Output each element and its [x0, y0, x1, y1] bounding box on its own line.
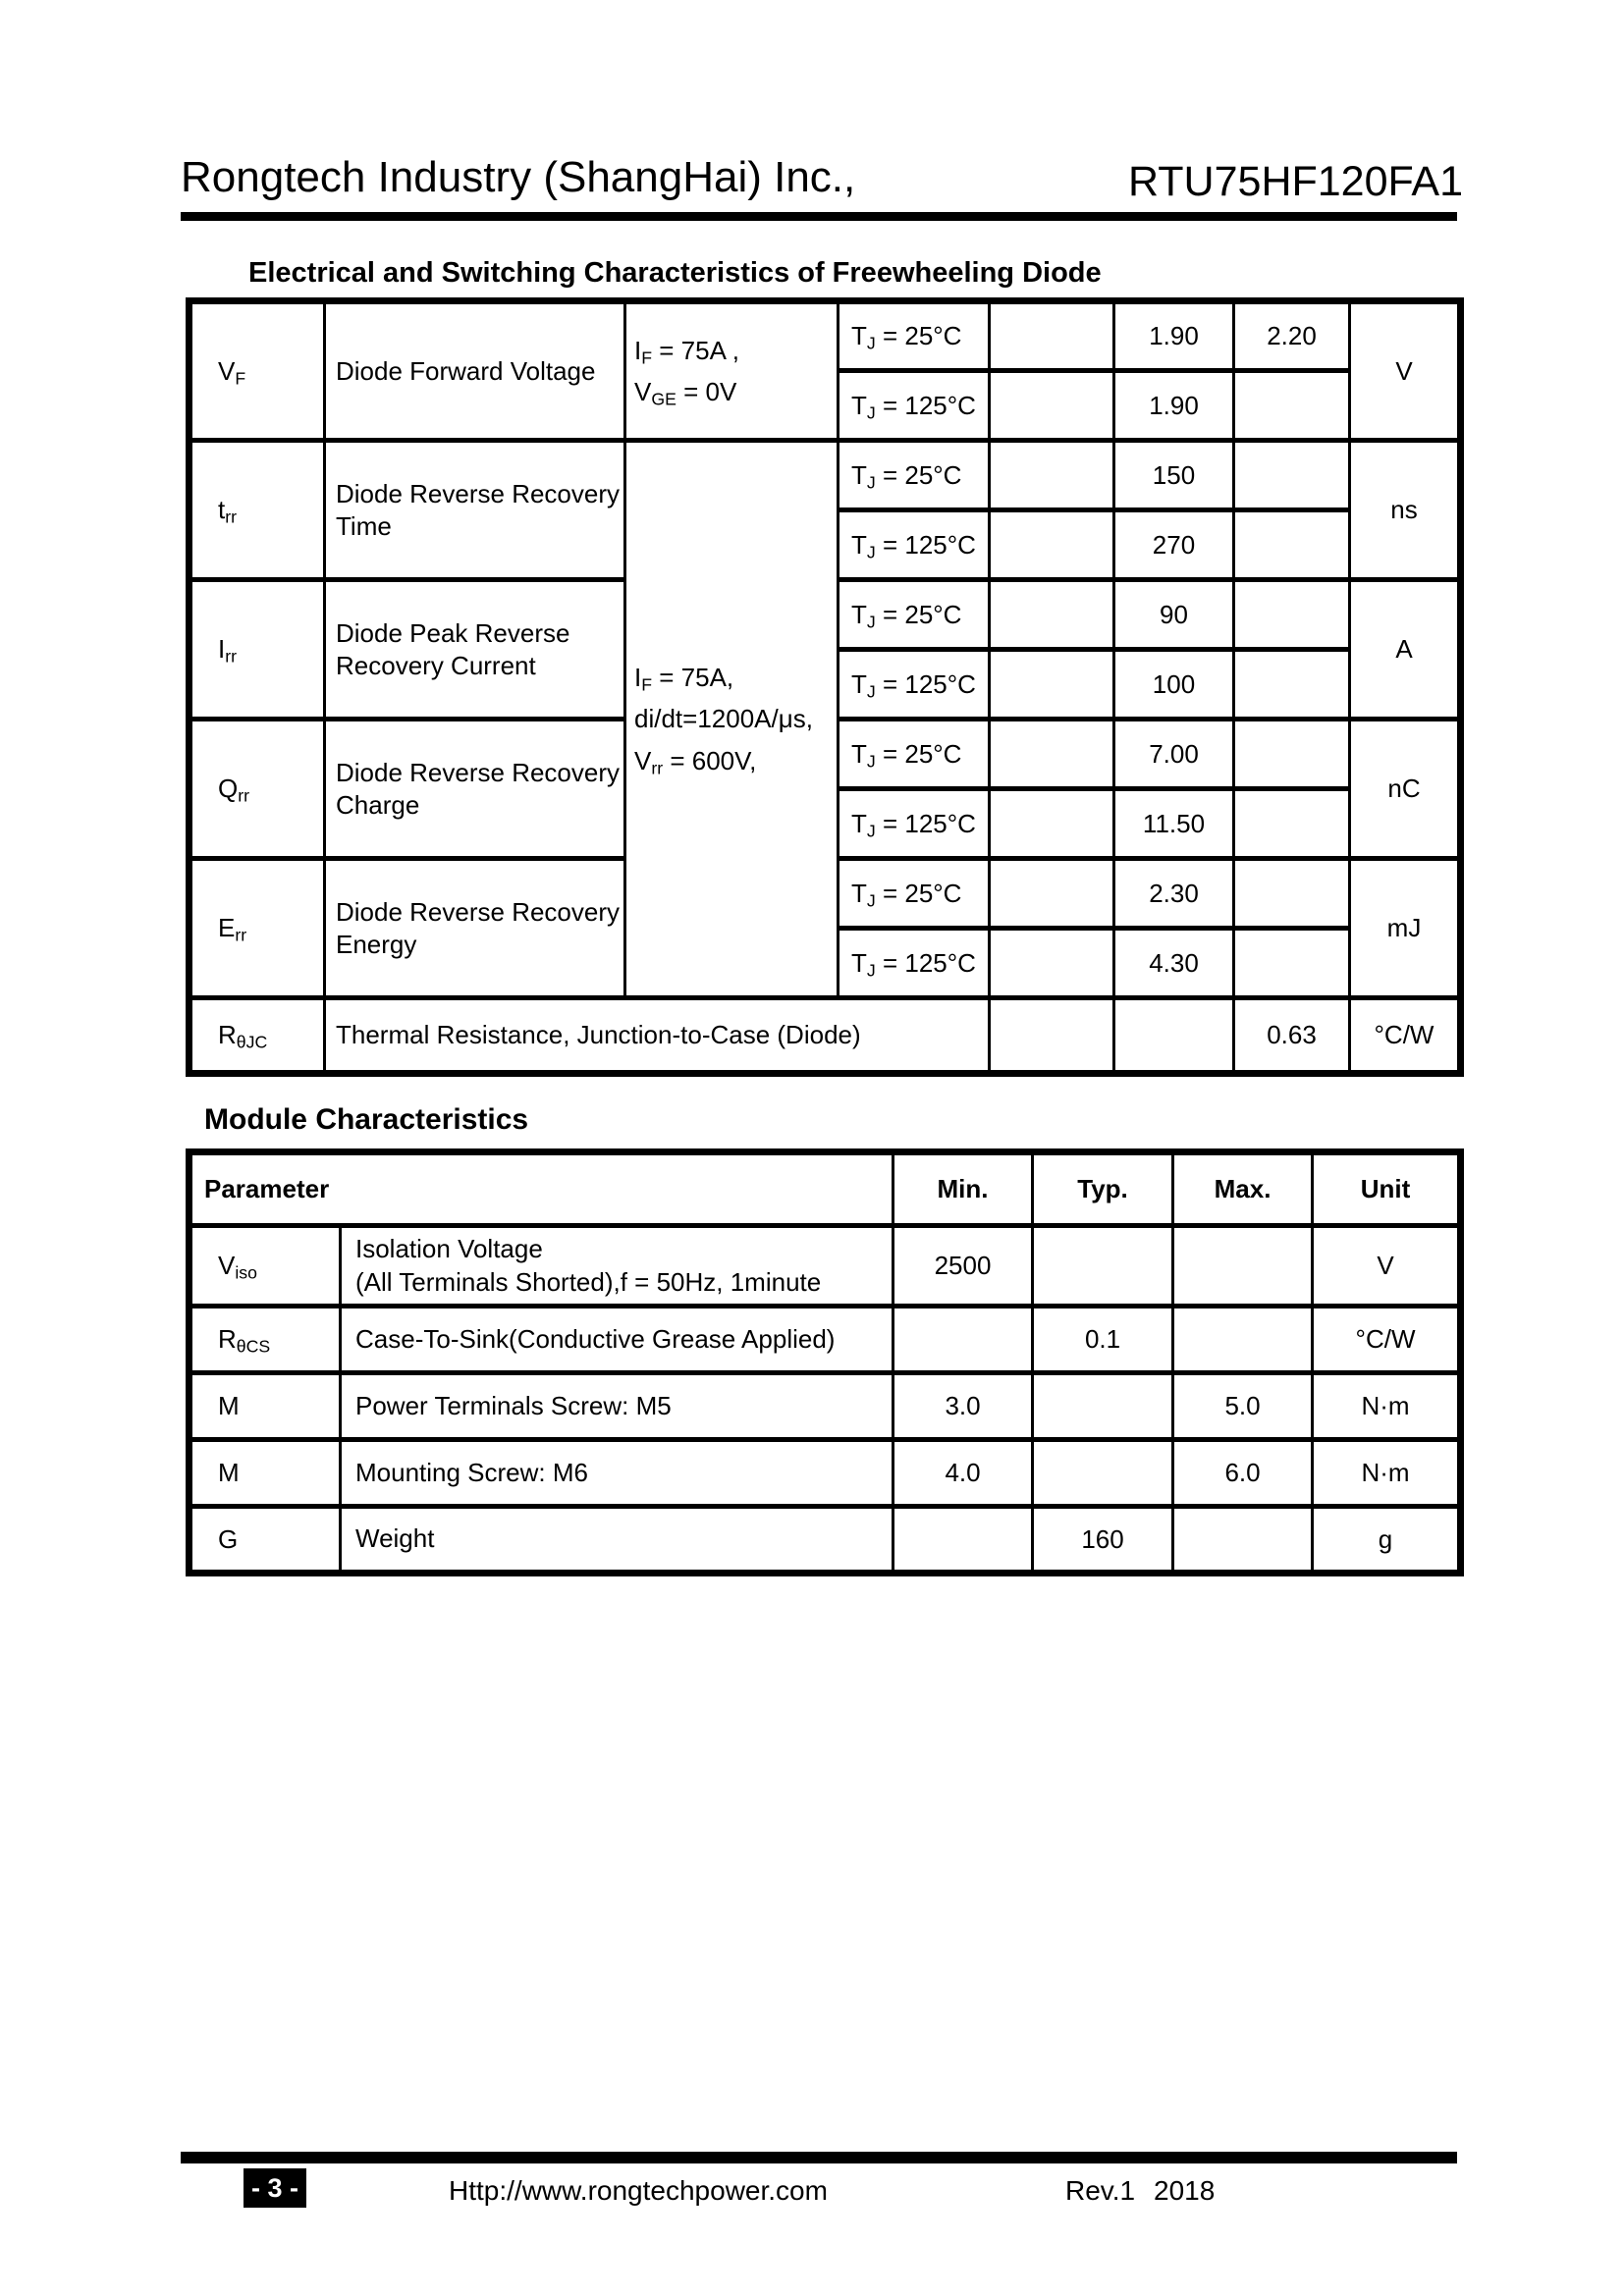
website-url: Http://www.rongtechpower.com: [449, 2175, 828, 2206]
temp-base: T: [851, 390, 867, 420]
table-row: [189, 441, 1461, 510]
temp-text: = 25°C: [875, 599, 962, 629]
max-cell: [1234, 650, 1350, 720]
condition-line: [634, 657, 836, 698]
parameter-cell: Diode Reverse Recovery Time: [325, 441, 625, 580]
temp-subscript: J: [866, 889, 876, 910]
max-cell: [1234, 580, 1350, 650]
symbol-subscript: rr: [235, 925, 247, 945]
symbol-base: R: [218, 1020, 237, 1049]
max-cell: [1234, 859, 1350, 929]
min-cell: [990, 371, 1114, 441]
typ-cell: 2.30: [1114, 859, 1234, 929]
symbol-cell: [189, 998, 325, 1074]
unit-cell: nC: [1350, 720, 1461, 859]
table-row: [189, 1373, 1461, 1440]
min-cell: [990, 580, 1114, 650]
parameter-cell: Diode Forward Voltage: [325, 301, 625, 441]
condition-text: = 600V,: [663, 745, 757, 775]
temp-base: T: [851, 668, 867, 699]
temp-condition-cell: [839, 301, 990, 371]
symbol-base: E: [218, 913, 236, 942]
parameter-cell: [341, 1307, 893, 1373]
condition-subscript: rr: [651, 757, 664, 777]
max-cell: 2.20: [1234, 301, 1350, 371]
diode-section-title: Electrical and Switching Characteristics of Freewheeling Diode: [248, 257, 1102, 289]
condition-base: V: [634, 377, 652, 406]
unit-header: Unit: [1313, 1152, 1461, 1226]
parameter-cell: Thermal Resistance, Junction-to-Case (Diode): [325, 998, 990, 1074]
typ-cell: [1033, 1226, 1173, 1307]
temp-subscript: J: [866, 611, 876, 631]
max-cell: [1234, 789, 1350, 859]
temp-subscript: J: [866, 541, 876, 561]
temp-base: T: [851, 738, 867, 769]
parameter-line: Case-To-Sink(Conductive Grease Applied): [355, 1323, 836, 1354]
max-cell: 6.0: [1173, 1440, 1313, 1507]
symbol-subscript: F: [235, 367, 246, 388]
unit-cell: mJ: [1350, 859, 1461, 998]
typ-cell: 1.90: [1114, 301, 1234, 371]
typ-cell: 90: [1114, 580, 1234, 650]
condition-line: [634, 740, 836, 781]
temp-base: T: [851, 947, 867, 978]
temp-subscript: J: [866, 750, 876, 771]
test-conditions-cell: [625, 441, 839, 998]
temp-text: = 25°C: [875, 321, 962, 350]
condition-subscript: GE: [651, 389, 677, 409]
temp-text: = 25°C: [875, 459, 962, 490]
symbol-subscript: rr: [238, 785, 250, 806]
table-row: [189, 1507, 1461, 1574]
temp-text: = 25°C: [875, 878, 962, 908]
min-cell: [990, 789, 1114, 859]
temp-base: T: [851, 459, 867, 490]
typ-cell: 270: [1114, 510, 1234, 580]
temp-condition-cell: [839, 789, 990, 859]
temp-text: = 125°C: [875, 529, 976, 560]
parameter-line: Power Terminals Screw: M5: [355, 1390, 672, 1420]
typ-cell: 4.30: [1114, 929, 1234, 998]
symbol-subscript: rr: [225, 507, 238, 527]
max-cell: 0.63: [1234, 998, 1350, 1074]
min-cell: [990, 301, 1114, 371]
typ-cell: 0.1: [1033, 1307, 1173, 1373]
temp-subscript: J: [866, 680, 876, 701]
parameter-line: Mounting Screw: M6: [355, 1457, 588, 1487]
condition-base: V: [634, 745, 652, 775]
temp-base: T: [851, 599, 867, 629]
typ-cell: 150: [1114, 441, 1234, 510]
parameter-cell: Diode Reverse Recovery Energy: [325, 859, 625, 998]
symbol-cell: [189, 580, 325, 720]
table-row: [189, 1226, 1461, 1307]
table-row: [189, 301, 1461, 371]
symbol-cell: [189, 1507, 341, 1574]
symbol-base: M: [218, 1391, 240, 1420]
temp-text: = 125°C: [875, 390, 976, 420]
symbol-base: I: [218, 634, 226, 664]
typ-cell: 7.00: [1114, 720, 1234, 789]
parameter-cell: Diode Peak Reverse Recovery Current: [325, 580, 625, 720]
max-cell: [1234, 441, 1350, 510]
min-cell: [990, 720, 1114, 789]
condition-text: di/dt=1200A/μs,: [634, 704, 813, 734]
symbol-base: V: [218, 355, 236, 386]
symbol-base: R: [218, 1324, 237, 1354]
table-row: [189, 998, 1461, 1074]
symbol-subscript: iso: [235, 1262, 257, 1283]
temp-base: T: [851, 808, 867, 838]
test-conditions-cell: [625, 301, 839, 441]
symbol-cell: [189, 1307, 341, 1373]
typ-header: Typ.: [1033, 1152, 1173, 1226]
symbol-cell: [189, 859, 325, 998]
symbol-cell: [189, 1440, 341, 1507]
condition-base: I: [634, 335, 642, 365]
min-cell: [990, 998, 1114, 1074]
symbol-subscript: rr: [225, 646, 238, 667]
symbol-subscript: θJC: [236, 1032, 268, 1052]
parameter-line: Isolation Voltage: [355, 1233, 543, 1263]
parameter-cell: Diode Reverse Recovery Charge: [325, 720, 625, 859]
symbol-base: M: [218, 1458, 240, 1487]
min-header: Min.: [893, 1152, 1033, 1226]
temp-text: = 125°C: [875, 808, 976, 838]
typ-cell: [1033, 1440, 1173, 1507]
symbol-cell: [189, 720, 325, 859]
typ-cell: 11.50: [1114, 789, 1234, 859]
parameter-line: (All Terminals Shorted),f = 50Hz, 1minute: [355, 1266, 822, 1297]
symbol-cell: [189, 1226, 341, 1307]
temp-condition-cell: [839, 441, 990, 510]
typ-cell: 160: [1033, 1507, 1173, 1574]
condition-subscript: F: [641, 674, 653, 695]
min-cell: [990, 650, 1114, 720]
max-cell: [1173, 1307, 1313, 1373]
parameter-line: Weight: [355, 1523, 435, 1554]
temp-condition-cell: [839, 720, 990, 789]
max-cell: [1173, 1507, 1313, 1574]
symbol-base: V: [218, 1251, 236, 1280]
min-cell: 3.0: [893, 1373, 1033, 1440]
parameter-cell: [341, 1440, 893, 1507]
parameter-cell: [341, 1226, 893, 1307]
parameter-header: Parameter: [189, 1152, 893, 1226]
part-number: RTU75HF120FA1: [1128, 158, 1463, 205]
footer-divider: [181, 2152, 1457, 2163]
temp-text: = 125°C: [875, 947, 976, 978]
module-section-title: Module Characteristics: [204, 1103, 529, 1136]
condition-line: [634, 371, 836, 412]
min-cell: [893, 1307, 1033, 1373]
temp-subscript: J: [866, 820, 876, 840]
temp-text: = 125°C: [875, 668, 976, 699]
temp-condition-cell: [839, 510, 990, 580]
temp-base: T: [851, 529, 867, 560]
min-cell: [990, 859, 1114, 929]
condition-base: I: [634, 663, 642, 693]
unit-cell: N·m: [1313, 1440, 1461, 1507]
header-divider: [181, 212, 1457, 221]
typ-cell: [1114, 998, 1234, 1074]
symbol-base: G: [218, 1523, 239, 1554]
unit-cell: V: [1350, 301, 1461, 441]
temp-condition-cell: [839, 929, 990, 998]
temp-subscript: J: [866, 401, 876, 422]
max-cell: [1234, 510, 1350, 580]
min-cell: 4.0: [893, 1440, 1033, 1507]
typ-cell: 1.90: [1114, 371, 1234, 441]
temp-condition-cell: [839, 859, 990, 929]
temp-subscript: J: [866, 333, 876, 353]
condition-line: [634, 698, 836, 739]
table-row: [189, 1440, 1461, 1507]
condition-text: = 0V: [676, 377, 737, 406]
condition-line: [634, 330, 836, 371]
page-number-badge: - 3 -: [244, 2168, 306, 2208]
unit-cell: N·m: [1313, 1373, 1461, 1440]
temp-subscript: J: [866, 959, 876, 980]
company-name: Rongtech Industry (ShangHai) Inc.,: [181, 153, 856, 201]
symbol-cell: [189, 1373, 341, 1440]
symbol-cell: [189, 301, 325, 441]
max-cell: [1234, 371, 1350, 441]
symbol-cell: [189, 441, 325, 580]
unit-cell: V: [1313, 1226, 1461, 1307]
unit-cell: °C/W: [1313, 1307, 1461, 1373]
symbol-base: t: [218, 495, 226, 524]
module-characteristics-table: [186, 1148, 1464, 1576]
diode-characteristics-table: [186, 297, 1464, 1077]
temp-subscript: J: [866, 471, 876, 492]
min-cell: [990, 441, 1114, 510]
max-cell: 5.0: [1173, 1373, 1313, 1440]
revision-year: 2018: [1154, 2175, 1216, 2206]
condition-text: = 75A,: [652, 663, 734, 693]
temp-base: T: [851, 321, 867, 350]
table-header-row: [189, 1152, 1461, 1226]
symbol-base: Q: [218, 774, 239, 803]
temp-condition-cell: [839, 650, 990, 720]
revision-label: Rev.1: [1065, 2175, 1136, 2206]
temp-text: = 25°C: [875, 738, 962, 769]
unit-cell: ns: [1350, 441, 1461, 580]
parameter-cell: [341, 1507, 893, 1574]
temp-base: T: [851, 878, 867, 908]
condition-subscript: F: [641, 347, 653, 368]
max-cell: [1173, 1226, 1313, 1307]
table-row: [189, 1307, 1461, 1373]
max-cell: [1234, 929, 1350, 998]
typ-cell: 100: [1114, 650, 1234, 720]
max-header: Max.: [1173, 1152, 1313, 1226]
symbol-subscript: θCS: [236, 1336, 271, 1357]
temp-condition-cell: [839, 371, 990, 441]
min-cell: 2500: [893, 1226, 1033, 1307]
min-cell: [990, 929, 1114, 998]
condition-text: = 75A ,: [652, 335, 739, 365]
unit-cell: °C/W: [1350, 998, 1461, 1074]
parameter-cell: [341, 1373, 893, 1440]
min-cell: [893, 1507, 1033, 1574]
typ-cell: [1033, 1373, 1173, 1440]
unit-cell: g: [1313, 1507, 1461, 1574]
min-cell: [990, 510, 1114, 580]
unit-cell: A: [1350, 580, 1461, 720]
max-cell: [1234, 720, 1350, 789]
temp-condition-cell: [839, 580, 990, 650]
